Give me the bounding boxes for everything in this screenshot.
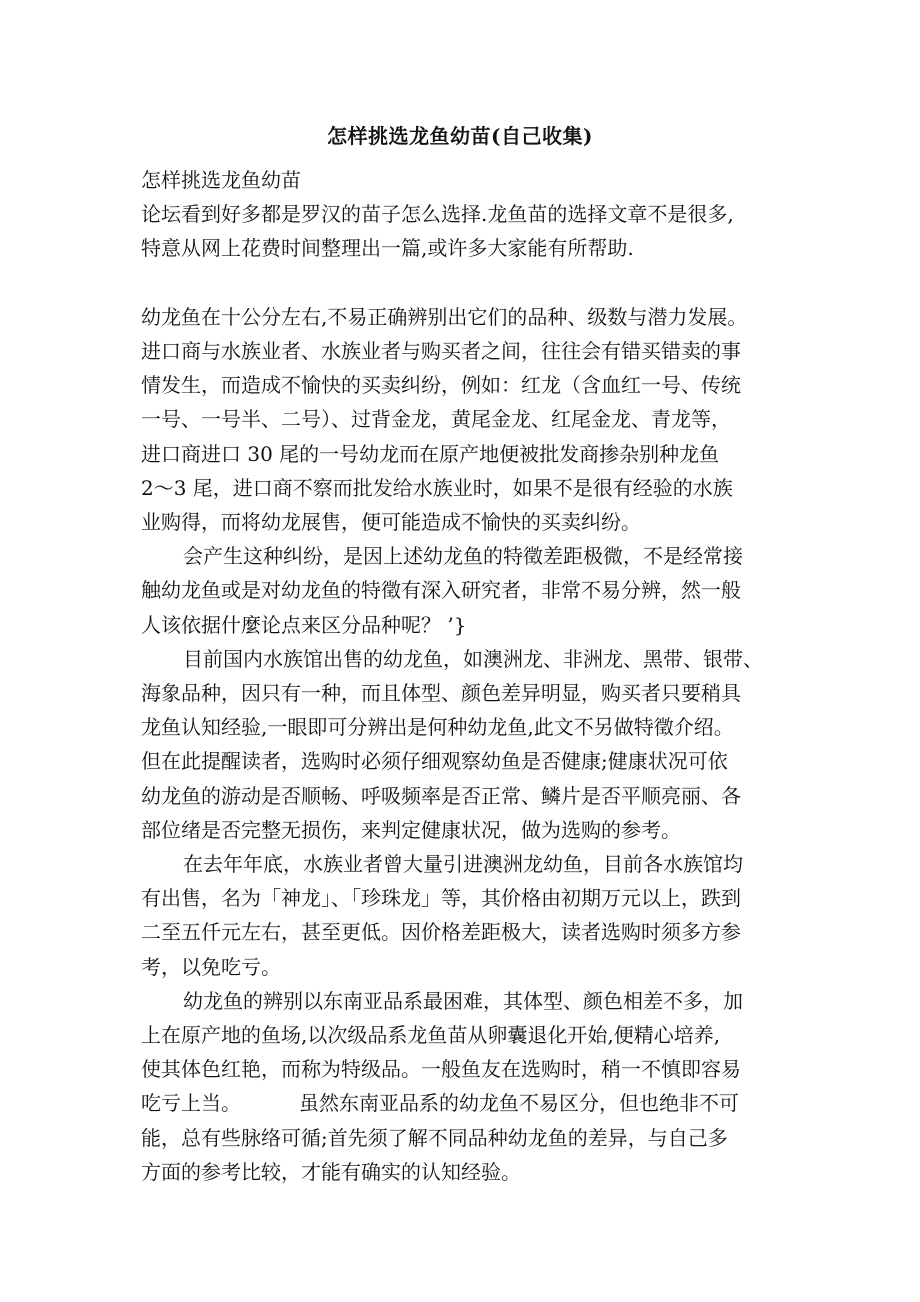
paragraph-2-line: 触幼龙鱼或是对幼龙鱼的特徵有深入研究者，非常不易分辨，然一般	[141, 578, 741, 603]
paragraph-5-line: 上在原产地的鱼场,以次级品系龙鱼苗从卵囊退化开始,便精心培养,	[141, 1023, 721, 1048]
document-title: 怎样挑选龙鱼幼苗(自己收集)	[327, 124, 593, 148]
intro-line: 论坛看到好多都是罗汉的苗子怎么选择.龙鱼苗的选择文章不是很多,	[141, 202, 734, 227]
paragraph-5-line: 幼龙鱼的辨别以东南亚品系最困难，其体型、颜色相差不多，加	[183, 988, 743, 1013]
paragraph-3-line: 幼龙鱼的游动是否顺畅、呼吸频率是否正常、鳞片是否平顺亮丽、各	[141, 783, 741, 808]
paragraph-3-line: 海象品种，因只有一种，而且体型、颜色差异明显，购买者只要稍具	[141, 681, 741, 706]
document-body	[141, 163, 789, 1189]
paragraph-3-line: 目前国内水族馆出售的幼龙鱼，如澳洲龙、非洲龙、黑带、银带、	[183, 646, 763, 671]
paragraph-1-line: 业购得，而将幼龙展售，便可能造成不愉快的买卖纠纷。	[141, 510, 641, 535]
paragraph-1-line: 进口商进口 30 尾的一号幼龙而在原产地便被批发商掺杂别种龙鱼	[141, 441, 720, 466]
paragraph-3-line: 龙鱼认知经验,一眼即可分辨出是何种幼龙鱼,此文不另做特徵介绍。	[141, 715, 734, 740]
paragraph-5-line: 方面的参考比较，才能有确实的认知经验。	[141, 1159, 521, 1184]
subtitle: 怎样挑选龙鱼幼苗	[141, 168, 301, 192]
paragraph-5-line-split	[141, 1086, 789, 1120]
paragraph-4-line: 在去年年底，水族业者曾大量引进澳洲龙幼鱼，目前各水族馆均	[183, 852, 743, 877]
paragraph-1-line: 2～3 尾，进口商不察而批发给水族业时，如果不是很有经验的水族	[141, 475, 733, 500]
paragraph-1-line: 一号、一号半、二号）、过背金龙，黄尾金龙、红尾金龙、青龙等，	[141, 407, 731, 432]
paragraph-4-line: 二至五仟元左右，甚至更低。因价格差距极大，读者选购时须多方参	[141, 920, 741, 945]
paragraph-4-line: 考，以免吃亏。	[141, 954, 281, 979]
paragraph-1-line: 幼龙鱼在十公分左右,不易正确辨别出它们的品种、级数与潜力发展。	[141, 304, 748, 329]
paragraph-1-line: 进口商与水族业者、水族业者与购买者之间，往往会有错买错卖的事	[141, 339, 741, 363]
paragraph-5-line-start: 吃亏上当。	[141, 1091, 241, 1116]
paragraph-5-line: 能，总有些脉络可循;首先须了解不同品种幼龙鱼的差异，与自己多	[141, 1125, 728, 1150]
paragraph-5-line-end: 虽然东南亚品系的幼龙鱼不易区分，但也绝非不可	[299, 1091, 739, 1116]
blank-line	[141, 266, 789, 300]
paragraph-2-line: 人该依据什麼论点来区分品种呢？ ’}	[141, 612, 467, 637]
paragraph-5-line: 使其体色红艳，而称为特级品。一般鱼友在选购时，稍一不慎即容易	[141, 1057, 741, 1082]
paragraph-3-line: 但在此提醒读者，选购时必须仔细观察幼鱼是否健康;健康状况可依	[141, 749, 728, 774]
paragraph-2-line: 会产生这种纠纷，是因上述幼龙鱼的特徵差距极微，不是经常接	[183, 544, 743, 569]
intro-line: 特意从网上花费时间整理出一篇,或许多大家能有所帮助.	[141, 236, 634, 261]
paragraph-1-line: 情发生，而造成不愉快的买卖纠纷，例如：红龙（含血红一号、传统	[141, 373, 741, 398]
paragraph-4-line: 有出售，名为「神龙」、「珍珠龙」等，其价格由初期万元以上，跌到	[141, 886, 741, 911]
paragraph-3-line: 部位绪是否完整无损伤，来判定健康状况，做为选购的参考。	[141, 817, 681, 842]
